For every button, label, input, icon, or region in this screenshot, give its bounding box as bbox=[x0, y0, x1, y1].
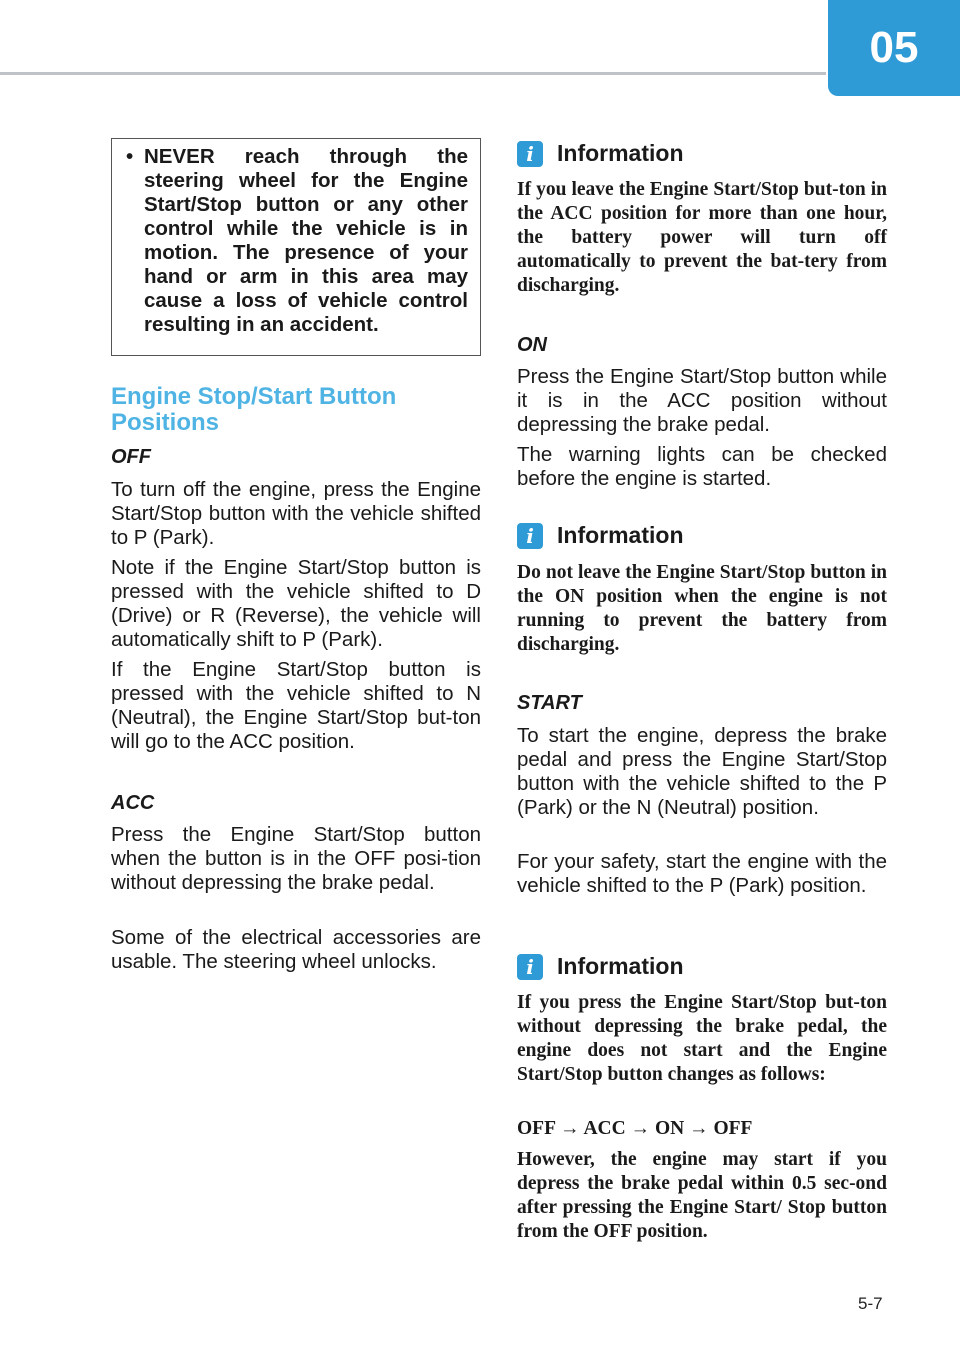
on-paragraph-2: The warning lights can be checked before the engine is started. bbox=[517, 443, 887, 490]
info-sequence: OFF → ACC → ON → OFF bbox=[517, 1118, 753, 1139]
warning-box bbox=[111, 138, 481, 356]
info-icon: i bbox=[517, 523, 543, 549]
page-number: 5-7 bbox=[858, 1294, 883, 1313]
warning-text: NEVER reach through the steering wheel for the Engine Start/Stop button or any other control while the vehicle is in motion. The presence of your hand or arm in this area may cause a loss of vehicle control resulting in an accident. bbox=[144, 145, 468, 336]
acc-heading: ACC bbox=[111, 792, 155, 814]
off-heading: OFF bbox=[111, 446, 151, 468]
off-paragraph-1: To turn off the engine, press the Engine Start/Stop button with the vehicle shifted to P (Park). bbox=[111, 478, 481, 549]
off-paragraph-3: If the Engine Start/Stop button is pressed with the vehicle shifted to N (Neutral), the Engine Start/Stop but-ton will go to the ACC position. bbox=[111, 658, 481, 753]
start-paragraph-2: For your safety, start the engine with the vehicle shifted to the P (Park) position. bbox=[517, 850, 887, 897]
info-icon: i bbox=[517, 954, 543, 980]
bullet-icon: • bbox=[126, 145, 134, 168]
info-text-2: Do not leave the Engine Start/Stop button in the ON position when the engine is not running to prevent the battery from discharging. bbox=[517, 562, 887, 655]
info-text-1: If you leave the Engine Start/Stop but-ton in the ACC position for more than one hour, the battery power will turn off automatically to prevent the bat-tery from discharging. bbox=[517, 179, 887, 296]
info-title: Information bbox=[557, 522, 684, 548]
on-paragraph-1: Press the Engine Start/Stop button while it is in the ACC position without depressing the brake pedal. bbox=[517, 365, 887, 436]
start-heading: START bbox=[517, 692, 582, 714]
info-text-3b: However, the engine may start if you depress the brake pedal within 0.5 sec-ond after pressing the Engine Start/ Stop button from the OFF position. bbox=[517, 1149, 887, 1242]
off-paragraph-2: Note if the Engine Start/Stop button is pressed with the vehicle shifted to D (Drive) or R (Reverse), the vehicle will automatically shift to P (Park). bbox=[111, 556, 481, 651]
info-text-3: If you press the Engine Start/Stop but-ton without depressing the brake pedal, the engine does not start and the Engine Start/Stop button changes as follows: bbox=[517, 992, 887, 1085]
start-paragraph-1: To start the engine, depress the brake pedal and press the Engine Start/Stop button with the vehicle shifted to the P (Park) or the N (Neutral) position. bbox=[517, 724, 887, 819]
info-header-1 bbox=[517, 140, 684, 167]
header-rule bbox=[0, 72, 826, 75]
chapter-tab: 05 bbox=[828, 0, 960, 96]
on-heading: ON bbox=[517, 334, 547, 356]
info-title: Information bbox=[557, 140, 684, 166]
info-title: Information bbox=[557, 953, 684, 979]
acc-paragraph-2: Some of the electrical accessories are usable. The steering wheel unlocks. bbox=[111, 926, 481, 973]
info-icon: i bbox=[517, 141, 543, 167]
info-header-3 bbox=[517, 953, 684, 980]
acc-paragraph-1: Press the Engine Start/Stop button when the button is in the OFF posi-tion without depressing the brake pedal. bbox=[111, 823, 481, 894]
info-header-2 bbox=[517, 522, 684, 549]
section-title: Engine Stop/Start Button Positions bbox=[111, 383, 397, 436]
warning-item bbox=[126, 145, 468, 337]
